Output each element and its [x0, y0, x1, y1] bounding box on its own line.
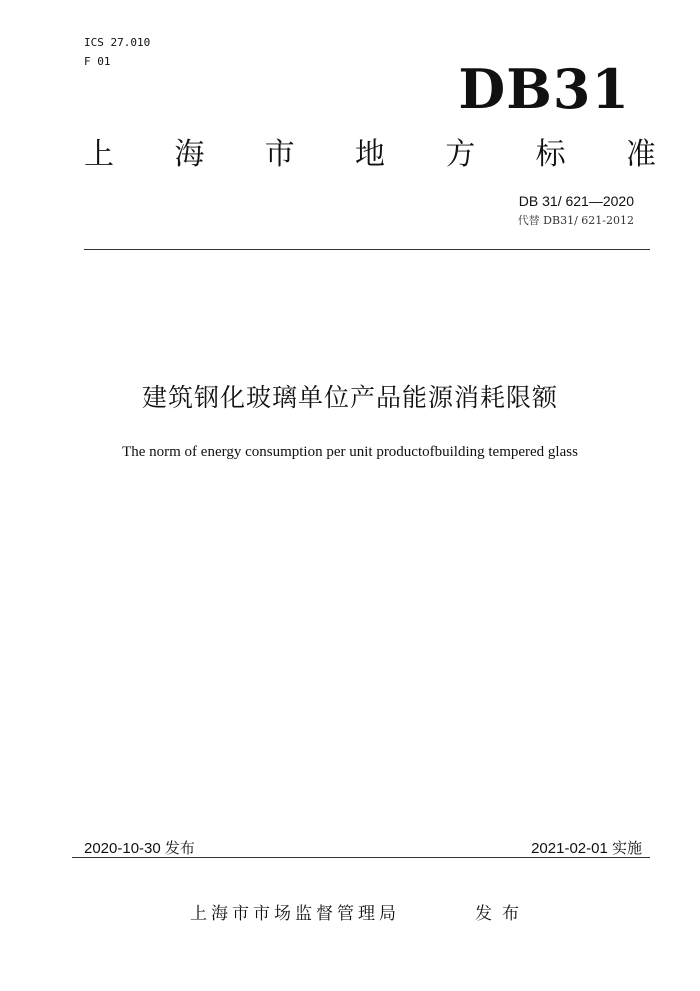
standard-type-char: 上: [84, 137, 114, 172]
document-title-cn: 建筑钢化玻璃单位产品能源消耗限额: [141, 383, 558, 412]
standard-type-heading: [84, 137, 656, 173]
replaces-note: 代替 DB31/ 621-2012: [517, 214, 634, 227]
issue-label: 发布: [475, 904, 529, 924]
footer-divider: [72, 857, 650, 858]
standard-type-char: 准: [625, 137, 656, 172]
header-divider: [84, 249, 650, 250]
standard-number: DB 31/ 621—2020: [518, 193, 634, 209]
standard-type-char: 海: [174, 137, 205, 172]
ics-code: ICS 27.010: [84, 36, 151, 49]
document-title-en: The norm of energy consumption per unit productofbuilding tempered glass: [122, 444, 578, 460]
db-code-logo: DB31: [458, 57, 630, 121]
issuing-authority: 上海市市场监督管理局: [190, 904, 400, 924]
standard-type-char: 市: [264, 137, 295, 172]
effective-date: 2021-02-01 实施: [531, 840, 642, 857]
standard-type-char: 标: [535, 137, 566, 172]
publish-date: 2020-10-30 发布: [84, 840, 195, 857]
standard-type-char: 方: [445, 137, 476, 172]
classification-code: F 01: [84, 55, 111, 68]
standard-type-char: 地: [354, 137, 385, 172]
